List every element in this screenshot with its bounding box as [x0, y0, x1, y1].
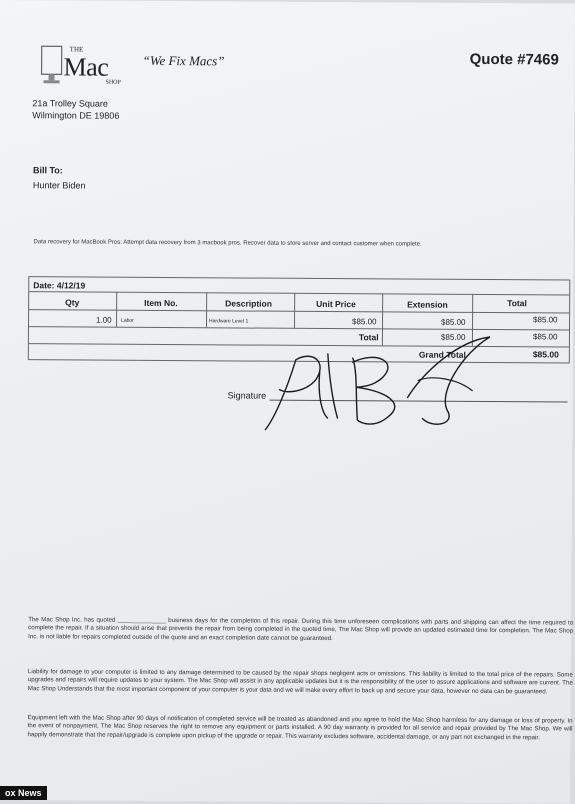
- terms-liability: Liability for damage to your computer is limited to any damage determined to be caused by the repair shops negligent acts or omissions. This liability is limited to the total price of the repairs. Some upgrades and repairs will require updates to your system. The Mac Shop will assist in any applicable updates but it is the responsibility of the user to assure applications and software are current. The Mac Shop Understands that the most important component of your computer is your data and we will make every effort to back up and secure your data, however no data can be guaranteed.: [27, 668, 573, 696]
- address-line-2: Wilmington DE 19806: [32, 110, 120, 121]
- shop-address: [32, 97, 119, 122]
- col-description: Description: [225, 298, 272, 309]
- terms-completion: The Mac Shop Inc. has quoted ______________ business days for the completion of this repair. During this time unforeseen complications with parts and shipping can affect the time required to complete the repair. If a situation should arise that prevents the repair from being completed in the quoted time, The Mac Shop will provide an updated estimated time for completion. The Mac Shop Inc. is not liable for repairs completed outside of the quote and an exact completion date cannot be guaranteed.: [28, 616, 574, 642]
- col-qty: Qty: [65, 297, 80, 308]
- address-line-1: 21a Trolley Square: [32, 98, 108, 109]
- bill-to-label: Bill To:: [32, 165, 63, 176]
- quote-date: Date: 4/12/19: [33, 280, 86, 291]
- mac-shop-logo: [39, 40, 129, 91]
- row-unit-price: $85.00: [352, 317, 377, 327]
- row-description: Hardware Level 1: [209, 318, 249, 325]
- row-qty: 1.00: [96, 315, 112, 325]
- news-watermark: ox News: [0, 786, 47, 800]
- col-extension: Extension: [407, 299, 448, 310]
- col-item-no: Item No.: [144, 297, 178, 309]
- handwritten-signature: [257, 332, 498, 443]
- total-value: $85.00: [532, 332, 558, 342]
- monitor-icon: [39, 44, 65, 86]
- signature-label: Signature: [227, 390, 267, 401]
- logo-mac: Mac: [63, 52, 109, 82]
- logo-shop: SHOP: [105, 79, 121, 86]
- grand-total-label: Grand Total: [418, 349, 466, 360]
- col-total: Total: [507, 298, 527, 309]
- total-extension: $85.00: [440, 332, 466, 342]
- total-label: Total: [358, 332, 379, 343]
- terms-abandonment: Equipment left with the Mac Shop after 90 days of notification of completed service will be treated as abandoned and you agree to hold the Mac Shop harmless for any damage or loss of property. In the event of nonpayment, The Mac Shop reserves the right to remove any equipment or parts installed. A 90 day warranty is provided for all service and repair provided by The Mac Shop. We will happily demonstrate that the repair/upgrade is complete upon pickup of the upgrade or repair. This warranty excludes software, accidental damage, or any part not exchanged in the repair.: [27, 714, 573, 742]
- row-total: $85.00: [533, 315, 558, 325]
- col-unit-price: Unit Price: [316, 298, 356, 310]
- row-item-no: Labor: [121, 317, 134, 324]
- row-extension: $85.00: [441, 317, 466, 327]
- logo-the: THE: [69, 45, 84, 54]
- bill-to-name: Hunter Biden: [32, 180, 86, 191]
- grand-total-value: $85.00: [532, 349, 559, 360]
- tagline: “We Fix Macs”: [142, 52, 225, 69]
- job-description: Data recovery for MacBook Pros: Attempt data recovery from 3 macbook pros. Recover data to store server and contact customer when complete.: [33, 239, 422, 248]
- quote-number: Quote #7469: [469, 50, 559, 69]
